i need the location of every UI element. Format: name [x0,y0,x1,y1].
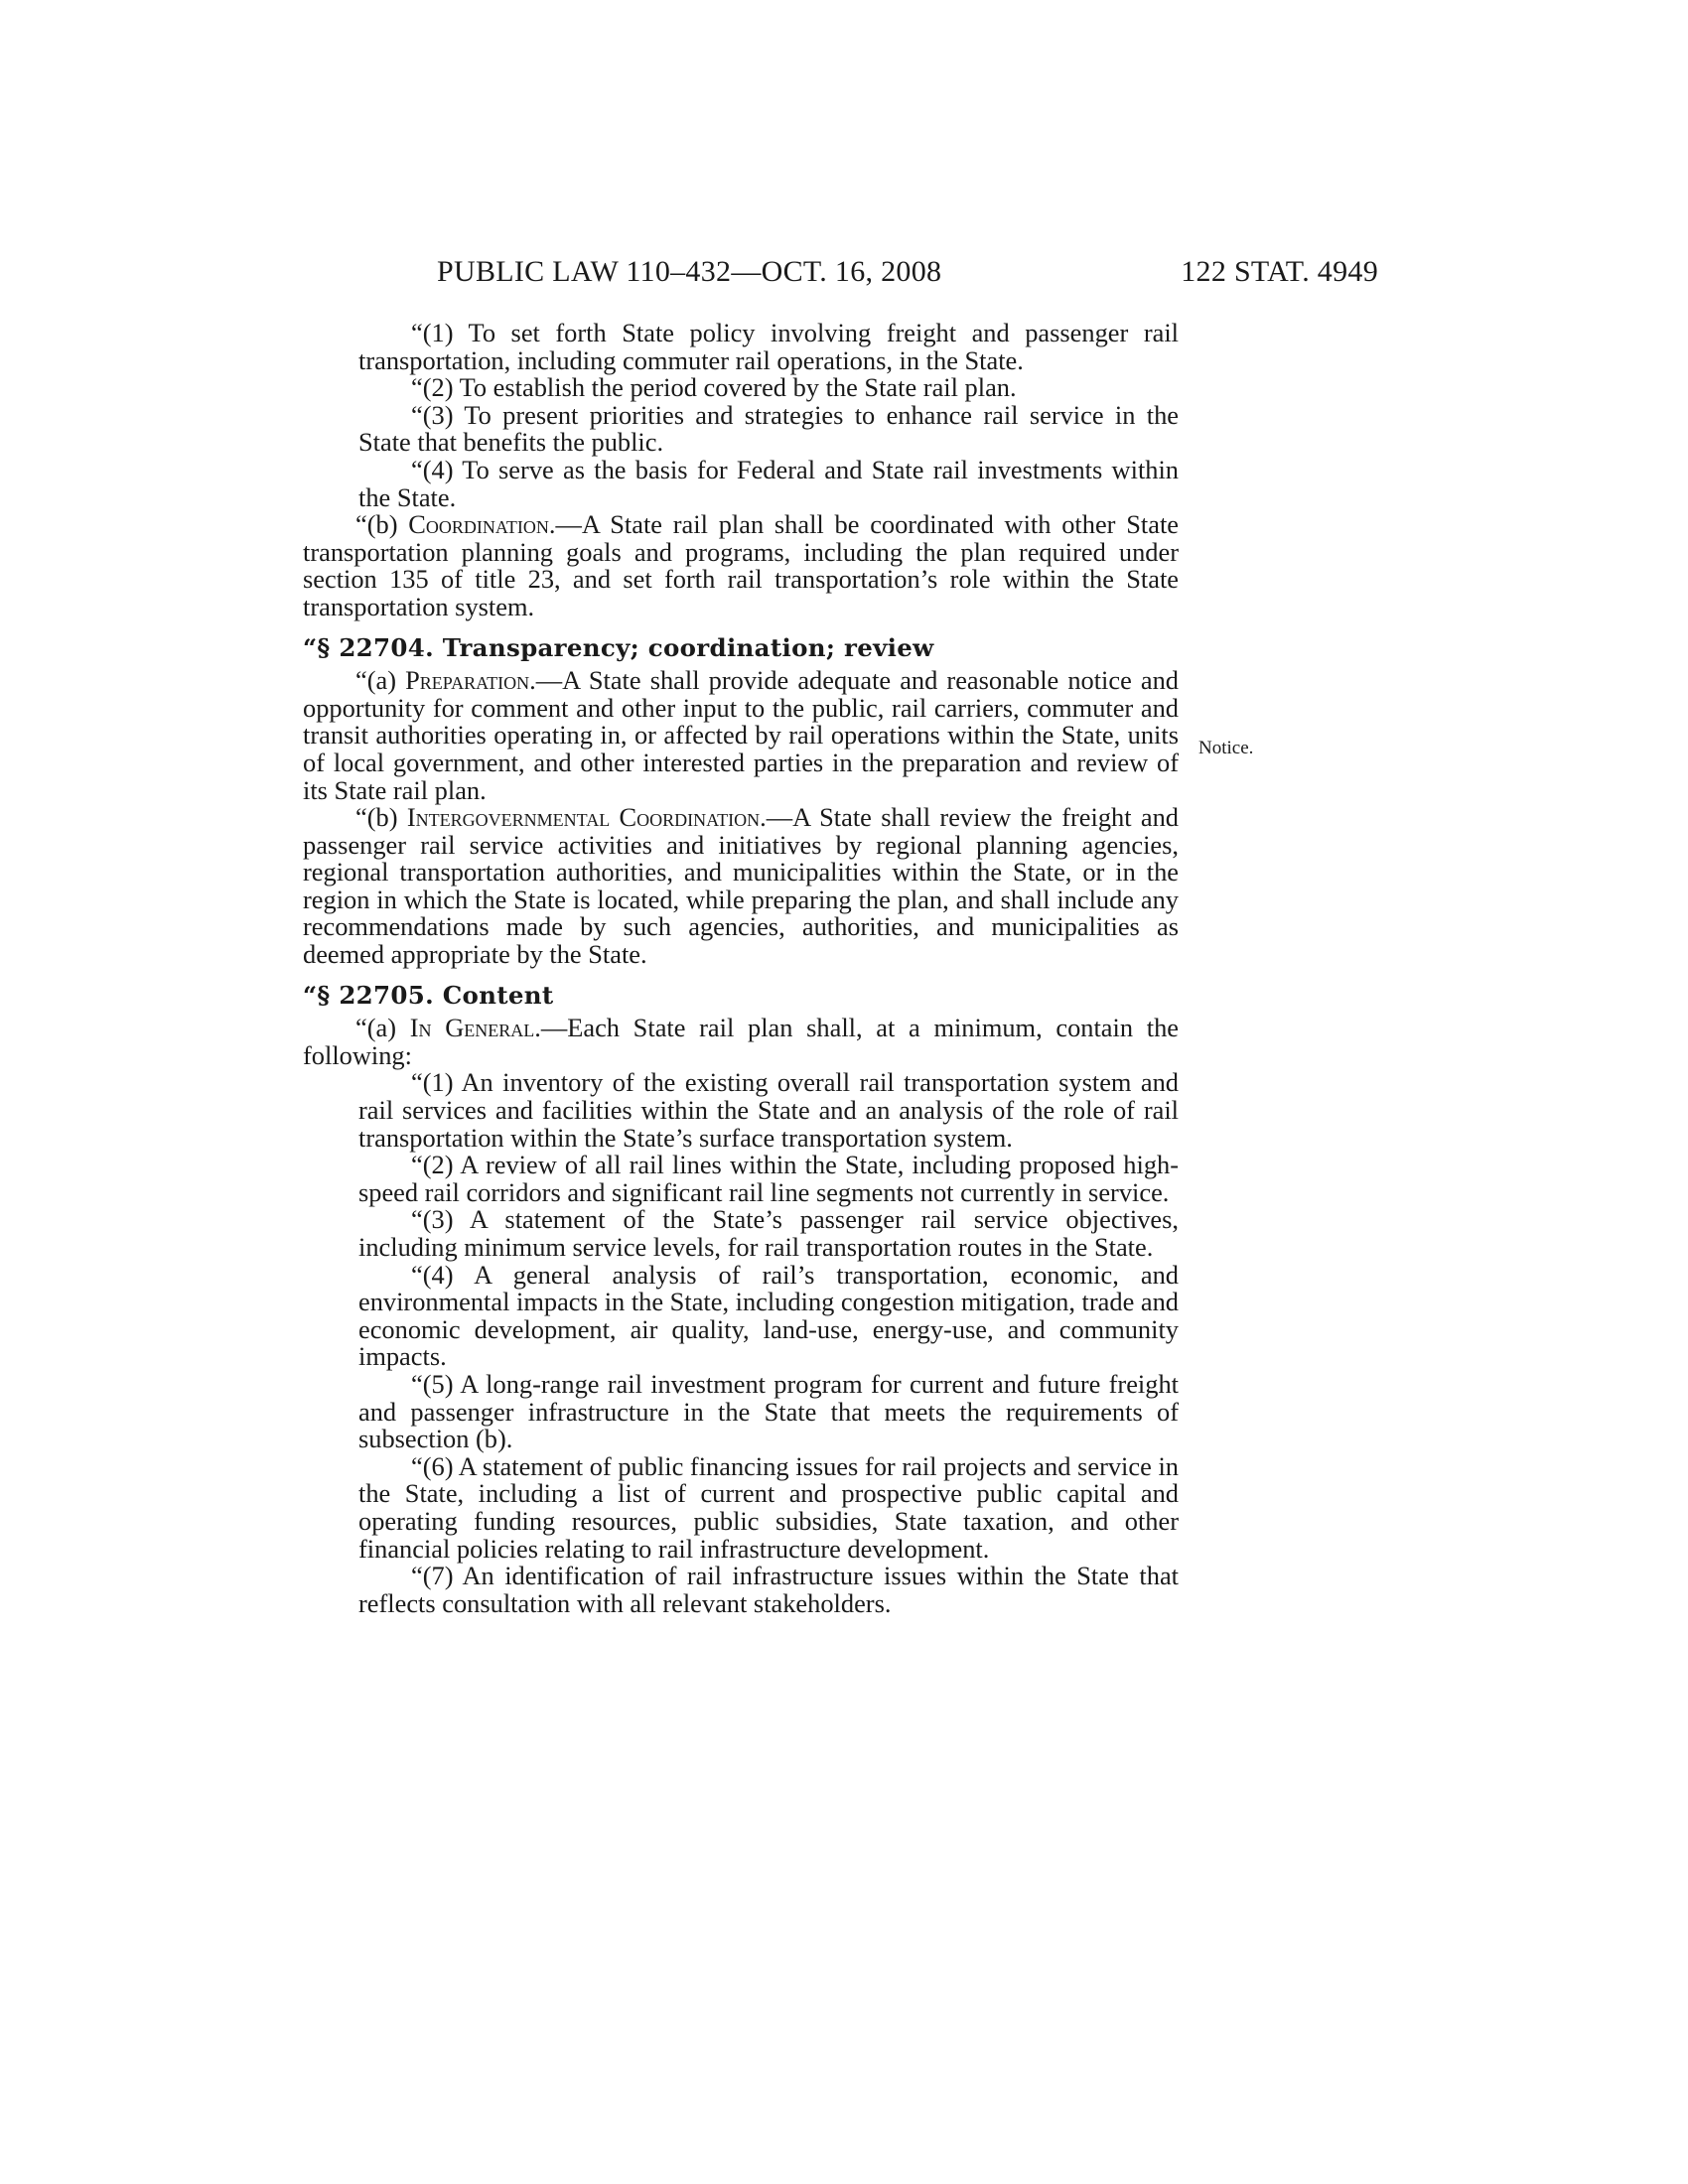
running-head-title: PUBLIC LAW 110–432—OCT. 16, 2008 [437,255,942,288]
subsection-text: .—Each State rail plan shall, at a minimum, contain the following: [303,1013,1179,1070]
subsection-caption: Intergovernmental Coordination [406,802,761,833]
subsection-text: .—A State shall review the freight and passenger rail service activities and initiatives by regional planning agencies, regional transportation authorities, and municipalities within the State, or in the region in which the State is located, while preparing the plan, and shall include any recommendations made by such agencies, authorities, and municipalities as deemed appropriate by the State. [303,802,1180,970]
document-body [303,320,1179,1617]
content-item-4: “(4) A general analysis of rail’s transportation, economic, and environmental impacts in the State, including congestion mitigation, trade and economic development, air quality, land-use, energy-use, and community impacts. [358,1259,1179,1372]
paragraph-purpose-3: “(3) To present priorities and strategies to enhance rail service in the State that benefits the public. [358,399,1179,458]
statute-page-number: 122 STAT. 4949 [1181,255,1378,288]
content-item-2: “(2) A review of all rail lines within the State, including proposed high-speed rail corridors and significant rail line segments not currently in service. [358,1150,1179,1207]
content-item-7: “(7) An identification of rail infrastructure issues within the State that reflects consultation with all relevant stakeholders. [358,1561,1179,1618]
subsection-b-coordination [303,511,1179,620]
subsection-a-in-general [303,1015,1179,1069]
section-heading-22705: “§ 22705. Content [303,980,554,1010]
subsection-a-preparation [303,667,1179,804]
subsection-b-intergovernmental [303,804,1179,969]
subsection-caption: Coordination [408,509,549,540]
content-item-3: “(3) A statement of the State’s passenger rail service objectives, including minimum service levels, for rail transportation routes in the State. [358,1204,1179,1262]
subsection-text: .—A State rail plan shall be coordinated with other State transportation planning goals and programs, including the plan required under section 135 of title 23, and set forth rail transportation’s role within the State transportation system. [303,509,1179,621]
content-item-6: “(6) A statement of public financing issues for rail projects and service in the State, including a list of current and prospective public capital and operating funding resources, public subsidies, State taxation, and other financial policies relating to rail infrastructure development. [358,1450,1179,1564]
content-item-5: “(5) A long-range rail investment program for current and future freight and passenger infrastructure in the State that meets the requirements of subsection (b). [358,1368,1179,1454]
margin-note-notice: Notice. [1198,738,1254,758]
paragraph-purpose-2: “(2) To establish the period covered by the State rail plan. [411,372,1017,403]
subsection-caption: Preparation [405,665,530,696]
paragraph-purpose-1: “(1) To set forth State policy involving freight and passenger rail transportation, including commuter rail operations, in the State. [358,318,1179,375]
subsection-lead: “(b) [355,802,407,833]
subsection-lead: “(a) [355,1013,410,1043]
subsection-lead: “(a) [355,665,406,696]
paragraph-purpose-4: “(4) To serve as the basis for Federal and State rail investments within the State. [358,454,1179,512]
content-item-1: “(1) An inventory of the existing overall rail transportation system and rail services and facilities within the State and an analysis of the role of rail transportation within the State’s surface transportation system. [358,1067,1179,1153]
subsection-lead: “(b) [355,509,409,540]
subsection-text: .—A State shall provide adequate and reasonable notice and opportunity for comment and other input to the public, rail carriers, commuter and transit authorities operating in, or affected by rail operations within the State, units of local government, and other interested parties in the preparation and review of its State rail plan. [303,665,1180,805]
subsection-caption: In General [409,1013,535,1043]
section-heading-22704: “§ 22704. Transparency; coordination; review [303,632,934,662]
